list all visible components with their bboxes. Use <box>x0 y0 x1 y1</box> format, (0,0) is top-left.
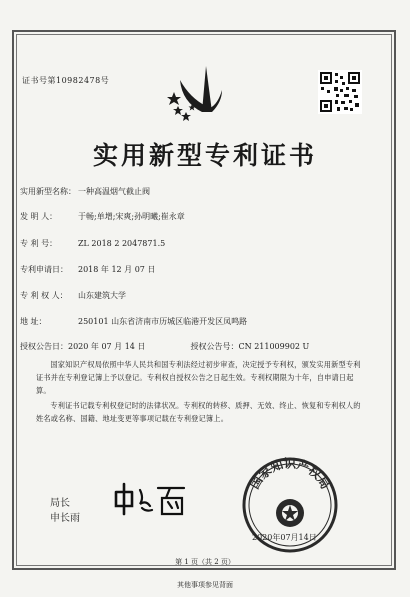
field-label: 实用新型名称： <box>20 187 76 196</box>
page-number: 第 1 页（共 2 页） <box>175 558 235 566</box>
field-value: 一种高温烟气截止阀 <box>78 187 150 196</box>
field-application-date <box>20 264 155 275</box>
document-title: 实用新型专利证书 <box>92 141 317 170</box>
field-value: 山东建筑大学 <box>78 291 126 300</box>
field-patent-number <box>20 238 165 249</box>
field-label: 地 址： <box>20 317 47 326</box>
announce-number-value: CN 211009902 U <box>238 342 310 351</box>
announce-number-label: 授权公告号： <box>190 342 239 351</box>
patent-emblem-icon <box>162 62 232 124</box>
director-name: 申长雨 <box>50 513 80 524</box>
statement-paragraph-1: 国家知识产权局依照中华人民共和国专利法经过初步审查，决定授予专利权，颁发实用新型专利证书并在专利登记簿上予以登记。专利权自授权公告之日起生效。专利权期限为十年，自申请日起算。 <box>36 360 361 395</box>
director-signature <box>110 480 190 520</box>
director-title: 局长 <box>50 498 70 509</box>
certificate-number: 证书号第10982478号 <box>22 76 110 85</box>
field-address <box>20 316 247 327</box>
field-patentee <box>20 290 126 301</box>
field-value: 于畅;单增;宋爽;孙明曦;崔永章 <box>78 212 185 221</box>
field-value: ZL 2018 2 2047871.5 <box>78 239 166 248</box>
seal-date: 2020年07月14日 <box>252 533 317 542</box>
footer-note: 其他事项参见背面 <box>177 581 233 589</box>
announce-date-value: 2020 年 07 月 14 日 <box>68 342 146 351</box>
svg-text:国家知识产权局: 国家知识产权局 <box>247 456 333 492</box>
field-label: 专利申请日： <box>20 265 68 274</box>
field-value: 250101 山东省济南市历城区临港开发区凤鸣路 <box>78 317 248 326</box>
field-label: 专 利 权 人： <box>20 291 68 300</box>
qr-code-icon <box>318 70 362 114</box>
grant-info <box>20 341 309 352</box>
field-label: 发 明 人： <box>20 212 58 221</box>
announce-date-label: 授权公告日： <box>20 342 68 351</box>
field-label: 专 利 号： <box>20 239 58 248</box>
field-utility-model-name <box>20 186 150 197</box>
field-value: 2018 年 12 月 07 日 <box>78 265 156 274</box>
field-inventors <box>20 211 185 222</box>
statement-paragraph-2: 专利证书记载专利权登记时的法律状况。专利权的转移、质押、无效、终止、恢复和专利权人的姓名或名称、国籍、地址变更等事项记载在专利登记簿上。 <box>36 401 361 423</box>
